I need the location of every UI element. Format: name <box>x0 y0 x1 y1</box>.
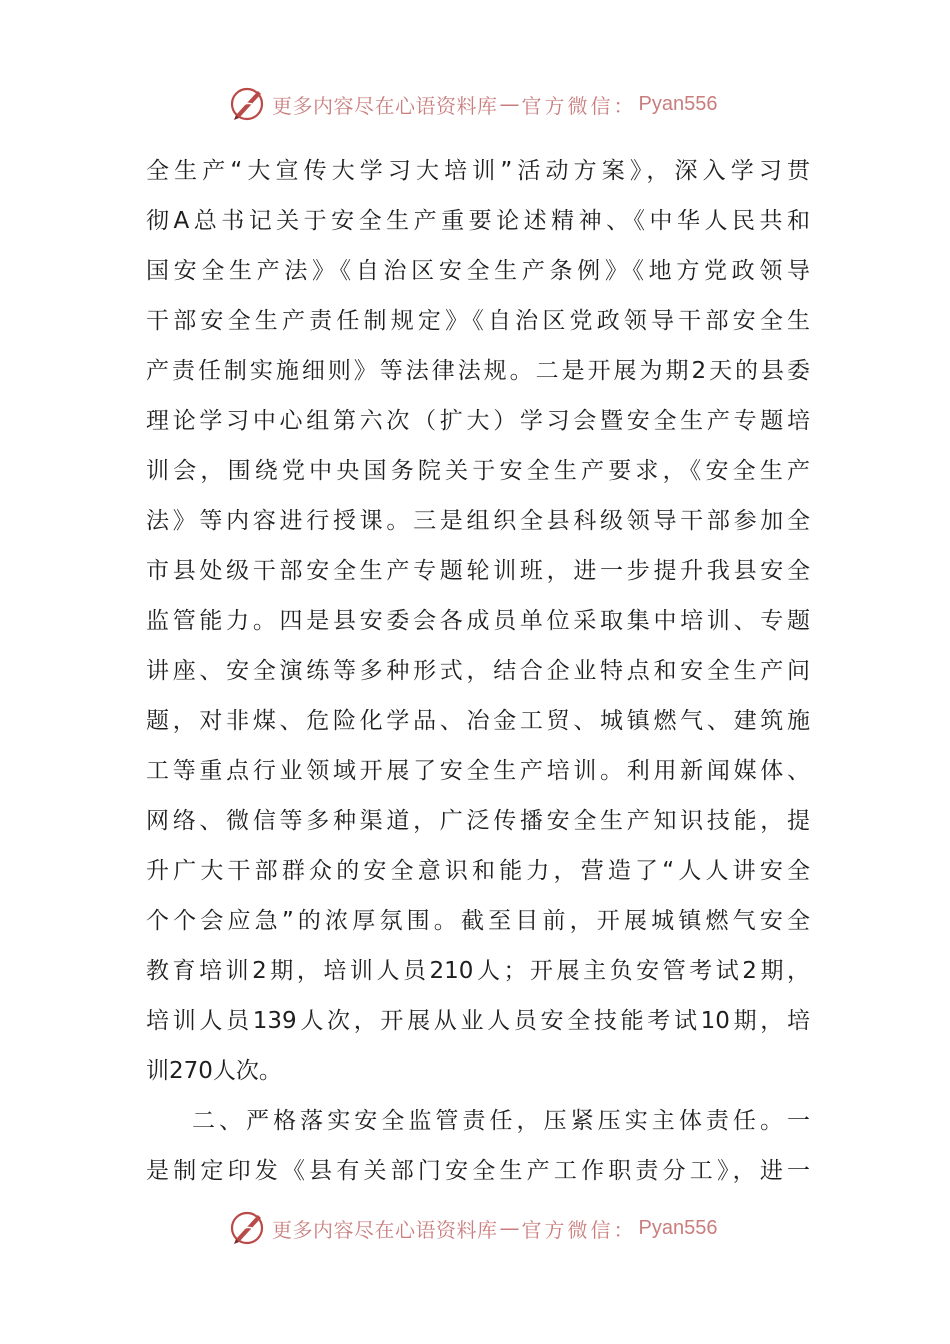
watermark-wechat-id: Pyan556 <box>638 92 718 115</box>
watermark-separator: — <box>499 1216 520 1240</box>
text-line: 题，对非煤、危险化学品、冶金工贸、城镇燃气、建筑施 <box>146 708 810 734</box>
watermark-sub-text: 官方微信： <box>521 1217 637 1242</box>
text-line: 工等重点行业领域开展了安全生产培训。利用新闻媒体、 <box>146 758 810 784</box>
text-line: 个个会应急”的浓厚氛围。截至目前，开展城镇燃气安全 <box>146 908 810 934</box>
text-line: 训会，围绕党中央国务院关于安全生产要求，《安全生产 <box>146 458 810 484</box>
text-line: 训270人次。 <box>146 1058 282 1084</box>
text-line: 讲座、安全演练等多种形式，结合企业特点和安全生产问 <box>146 658 810 684</box>
text-line: 彻A总书记关于安全生产重要论述精神、《中华人民共和 <box>146 208 810 234</box>
section-heading-line: 二、严格落实安全监管责任，压紧压实主体责任。一 <box>192 1108 810 1134</box>
pen-circle-logo-icon <box>228 1209 266 1247</box>
text-line: 市县处级干部安全生产专题轮训班，进一步提升我县安全 <box>146 558 810 584</box>
text-line: 培训人员139人次，开展从业人员安全技能考试10期，培 <box>146 1008 810 1034</box>
text-line: 教育培训2期，培训人员210人；开展主负安管考试2期， <box>146 958 810 984</box>
footer-watermark <box>228 1208 717 1248</box>
watermark-sub-text: 官方微信： <box>521 93 637 118</box>
text-line: 干部安全生产责任制规定》《自治区党政领导干部安全生 <box>146 308 810 334</box>
pen-circle-logo-icon <box>228 85 266 123</box>
watermark-wechat-id: Pyan556 <box>638 1216 718 1239</box>
text-line: 升广大干部群众的安全意识和能力，营造了“人人讲安全 <box>146 858 810 884</box>
watermark-separator: — <box>499 92 520 116</box>
text-line: 产责任制实施细则》等法律法规。二是开展为期2天的县委 <box>146 358 810 384</box>
text-line: 网络、微信等多种渠道，广泛传播安全生产知识技能，提 <box>146 808 810 834</box>
header-watermark <box>228 84 717 124</box>
text-line: 监管能力。四是县安委会各成员单位采取集中培训、专题 <box>146 608 810 634</box>
text-line: 国安全生产法》《自治区安全生产条例》《地方党政领导 <box>146 258 810 284</box>
watermark-main-text: 更多内容尽在心语资料库 <box>272 93 498 118</box>
text-line: 全生产“大宣传大学习大培训”活动方案》，深入学习贯 <box>146 158 810 184</box>
text-line: 是制定印发《县有关部门安全生产工作职责分工》，进一 <box>146 1158 810 1184</box>
watermark-main-text: 更多内容尽在心语资料库 <box>272 1217 498 1242</box>
text-line: 理论学习中心组第六次（扩大）学习会暨安全生产专题培 <box>146 408 810 434</box>
text-line: 法》等内容进行授课。三是组织全县科级领导干部参加全 <box>146 508 810 534</box>
body-text <box>146 146 810 1196</box>
